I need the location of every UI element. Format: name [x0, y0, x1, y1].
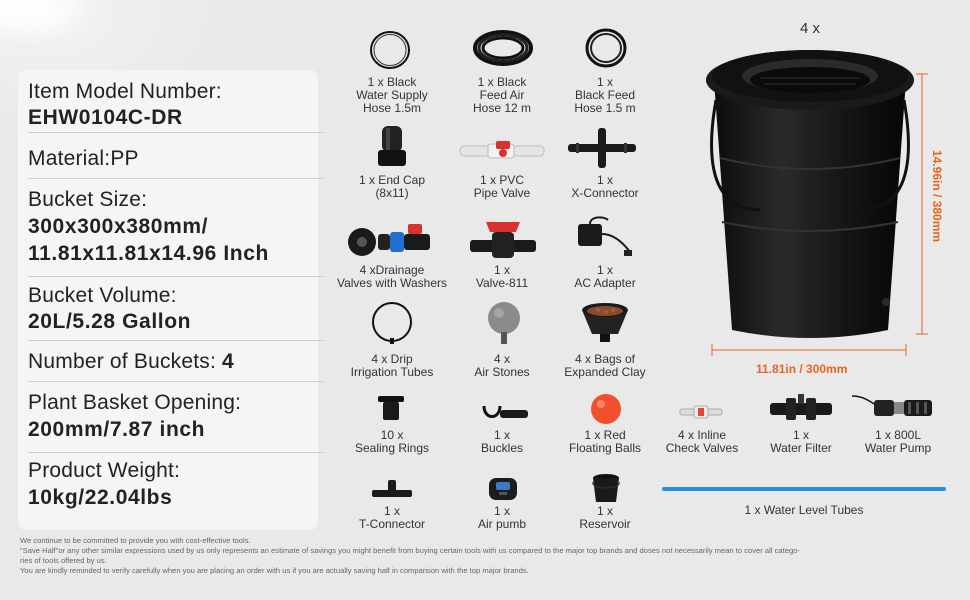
- buckle-item: [442, 429, 562, 455]
- width-dimension: 11.81in / 300mm: [756, 362, 848, 376]
- material-label: Material:PP: [28, 147, 139, 170]
- drainage-valve-icon: [346, 222, 436, 262]
- caption: Air pumb: [477, 517, 527, 531]
- caption: 1 x: [596, 263, 613, 277]
- caption: Reservoir: [579, 517, 631, 531]
- light-glare: [0, 0, 120, 60]
- caption: 1 x: [493, 263, 510, 277]
- air-hose-item: [442, 76, 562, 115]
- caption: Air Stones: [474, 365, 530, 379]
- size-inch: 11.81x11.81x14.96 Inch: [28, 242, 269, 265]
- opening-spec: [28, 391, 328, 442]
- supply-hose-item: [332, 76, 452, 115]
- t-connector-item: [332, 505, 452, 531]
- pvc-valve-item: [442, 174, 562, 200]
- caption: X-Connector: [571, 186, 639, 200]
- end-cap-icon: [376, 124, 408, 168]
- water-pump-item: [838, 429, 958, 455]
- disclaimer-line: We continue to be committed to provide you with cost-effective tools.: [20, 536, 251, 545]
- air-hose-icon: [470, 26, 536, 72]
- caption: 1 x Water Level Tubes: [744, 503, 864, 517]
- count-spec: [28, 350, 328, 374]
- caption: Sealing Rings: [354, 441, 430, 455]
- air-pump-item: [442, 505, 562, 531]
- divider: [28, 132, 324, 133]
- pvc-valve-icon: [458, 140, 548, 166]
- caption: Water Pump: [864, 441, 932, 455]
- air-pump-icon: [486, 474, 520, 504]
- caption: 4 x Inline: [677, 428, 727, 442]
- caption: Hose 1.5m: [362, 101, 422, 115]
- x-connector-item: [545, 174, 665, 200]
- end-cap-item: [332, 174, 452, 200]
- divider: [28, 276, 324, 277]
- caption: 1 x: [792, 428, 809, 442]
- caption: Feed Air: [479, 88, 525, 102]
- caption: 1 x End Cap: [358, 173, 426, 187]
- caption: Water Supply: [356, 88, 428, 102]
- sealing-ring-icon: [376, 394, 406, 424]
- expanded-clay-icon: [578, 300, 632, 346]
- volume-label: Bucket Volume:: [28, 284, 177, 307]
- volume-value: 20L/5.28 Gallon: [28, 310, 192, 333]
- drip-tube-icon: [370, 300, 414, 346]
- caption: 10 x: [380, 428, 404, 442]
- ac-adapter-item: [545, 264, 665, 290]
- volume-spec: [28, 284, 328, 334]
- caption: 1 x: [493, 428, 510, 442]
- size-label: Bucket Size:: [28, 188, 148, 211]
- caption: 1 x Red: [584, 428, 626, 442]
- spec-panel: [18, 70, 318, 530]
- model-spec: [28, 80, 328, 130]
- caption: T-Connector: [358, 517, 426, 531]
- ac-adapter-icon: [574, 214, 634, 260]
- caption: 1 x Black: [367, 75, 417, 89]
- dimension-lines: [708, 72, 944, 362]
- disclaimer-line: "Save Half"or any other similar expressions used by us only represents an estimate of savings you might benefit from buying certain tools with us compared to the major top brands and doses not necessarily mean to cover all catego-: [20, 546, 800, 555]
- caption: Valve-811: [475, 276, 529, 290]
- opening-label: Plant Basket Opening:: [28, 391, 242, 414]
- x-connector-icon: [566, 126, 638, 170]
- water-pump-icon: [850, 392, 936, 424]
- caption: 4 x: [493, 352, 510, 366]
- height-dimension: 14.96in / 380mm: [930, 150, 944, 243]
- caption: 1 x 800L: [874, 428, 922, 442]
- caption: Water Filter: [770, 441, 832, 455]
- caption: Hose 12 m: [472, 101, 532, 115]
- feed-hose-item: [545, 76, 665, 115]
- weight-spec: [28, 459, 328, 510]
- caption: 1 x: [596, 173, 613, 187]
- water-filter-icon: [768, 394, 834, 424]
- divider: [28, 178, 324, 179]
- material-spec: [28, 147, 328, 171]
- caption: 1 x: [596, 504, 613, 518]
- count-row: [28, 350, 328, 374]
- caption: 1 x: [596, 75, 613, 89]
- divider: [28, 452, 324, 453]
- caption: 1 x: [493, 504, 510, 518]
- reservoir-icon: [590, 472, 622, 506]
- caption: 1 x: [383, 504, 400, 518]
- caption: 1 x Black: [477, 75, 527, 89]
- caption: Hose 1.5 m: [574, 101, 636, 115]
- disclaimer-line: ries of tools offered by us.: [20, 556, 107, 565]
- caption: Buckles: [480, 441, 524, 455]
- caption: Pipe Valve: [473, 186, 531, 200]
- disclaimer-line: You are kindly reminded to verify carefully when you are placing an order with us if you are actually saving half in comparison with the top major brands.: [20, 566, 529, 575]
- floating-ball-icon: [589, 392, 623, 426]
- bucket-count: 4 x: [800, 20, 821, 37]
- air-stone-item: [442, 353, 562, 379]
- caption: Valves with Washers: [336, 276, 448, 290]
- caption: 4 x Bags of: [574, 352, 636, 366]
- count-label: Number of Buckets:: [28, 350, 217, 373]
- caption: 4 x Drip: [371, 352, 413, 366]
- water-level-tube-item: [704, 504, 904, 517]
- disclaimer: [20, 536, 950, 576]
- feed-hose-icon: [584, 26, 628, 72]
- weight-label: Product Weight:: [28, 459, 181, 482]
- drainage-valve-item: [332, 264, 452, 290]
- caption: Irrigation Tubes: [350, 365, 434, 379]
- buckle-icon: [480, 398, 532, 428]
- air-stone-icon: [484, 300, 524, 348]
- supply-hose-icon: [368, 28, 412, 72]
- sealing-ring-item: [332, 429, 452, 455]
- size-spec: [28, 188, 328, 266]
- expanded-clay-item: [545, 353, 665, 379]
- valve-811-item: [442, 264, 562, 290]
- caption: Check Valves: [665, 441, 739, 455]
- opening-value: 200mm/7.87 inch: [28, 418, 206, 441]
- caption: AC Adapter: [574, 276, 636, 290]
- water-level-tube-icon: [662, 487, 946, 491]
- caption: 1 x PVC: [479, 173, 524, 187]
- divider: [28, 381, 324, 382]
- caption: Black Feed: [574, 88, 636, 102]
- t-connector-icon: [370, 478, 414, 502]
- reservoir-item: [545, 505, 665, 531]
- caption: Floating Balls: [568, 441, 642, 455]
- caption: 4 xDrainage: [359, 263, 425, 277]
- model-value: EHW0104C-DR: [28, 106, 183, 129]
- count-value: 4: [222, 350, 234, 373]
- size-mm: 300x300x380mm/: [28, 215, 209, 238]
- caption: Expanded Clay: [564, 365, 646, 379]
- valve-811-icon: [468, 218, 538, 262]
- caption: (8x11): [375, 186, 409, 200]
- drip-tube-item: [332, 353, 452, 379]
- weight-value: 10kg/22.04lbs: [28, 486, 173, 509]
- model-label: Item Model Number:: [28, 80, 222, 103]
- divider: [28, 340, 324, 341]
- check-valve-icon: [678, 400, 724, 424]
